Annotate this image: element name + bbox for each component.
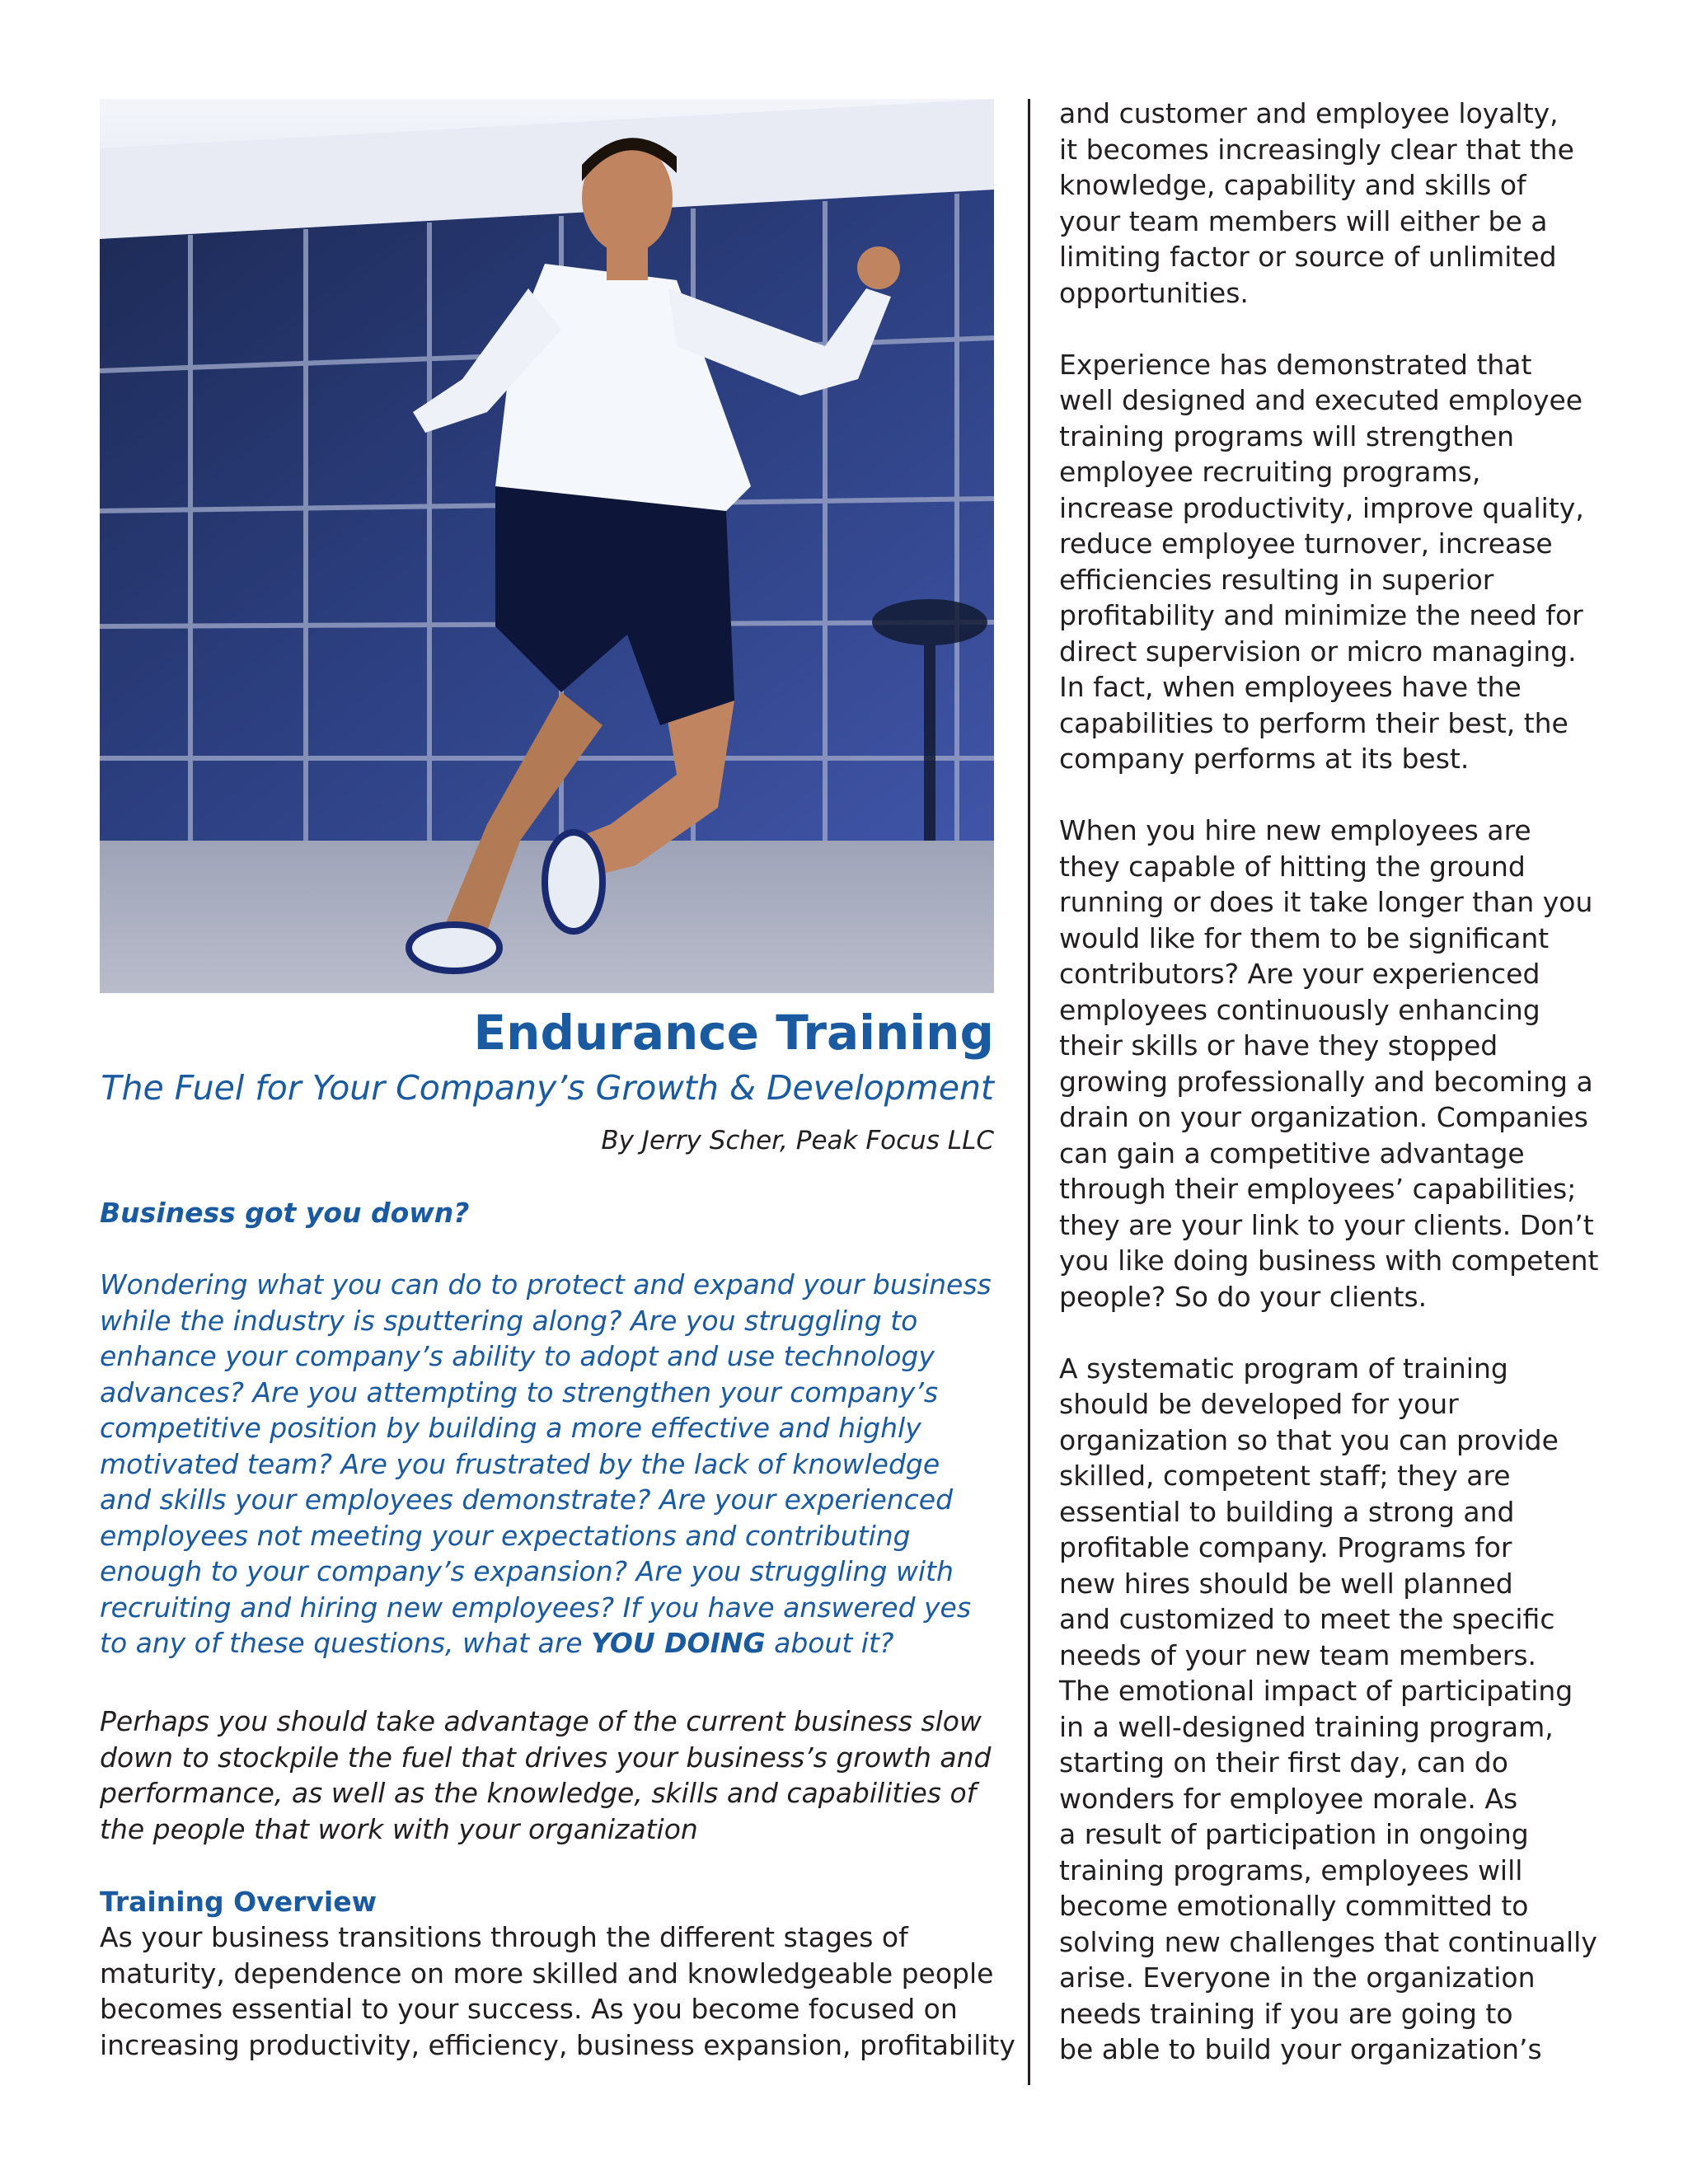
right-line: capabilities to perform their best, the <box>1059 706 1568 739</box>
overview-paragraph <box>100 1919 1015 2063</box>
right-line: through their employees’ capabilities; <box>1059 1173 1577 1205</box>
perhaps-line: performance, as well as the knowledge, skills and capabilities of <box>100 1777 977 1809</box>
right-line: company performs at its best. <box>1059 743 1470 775</box>
overview-line: maturity, dependence on more skilled and knowledgeable people <box>100 1957 994 1990</box>
right-line: Experience has demonstrated that <box>1059 348 1532 381</box>
overview-line: As your business transitions through the different stages of <box>100 1921 908 1953</box>
right-line: needs of your new team members. <box>1059 1638 1537 1671</box>
right-line: training programs, employees will <box>1059 1854 1523 1886</box>
overview-line: increasing productivity, efficiency, business expansion, profitability <box>100 2028 1015 2061</box>
right-paragraph-4 <box>1059 1351 1620 2068</box>
right-line: new hires should be well planned <box>1059 1567 1513 1600</box>
lead-last-line-after: about it? <box>765 1627 894 1659</box>
article-byline: By Jerry Scher, Peak Focus LLC <box>601 1126 994 1155</box>
right-line: A systematic program of training <box>1059 1352 1508 1385</box>
article-subtitle: The Fuel for Your Company’s Growth & Development <box>101 1068 994 1108</box>
lead-last-line-before: to any of these questions, what are <box>100 1627 592 1659</box>
right-paragraph-3 <box>1059 813 1620 1315</box>
lead-line: motivated team? Are you frustrated by the lack of knowledge <box>100 1447 940 1480</box>
lead-emphasis: YOU DOING <box>591 1627 766 1659</box>
article-title: Endurance Training <box>473 1005 994 1061</box>
lead-line: while the industry is sputtering along? Are you struggling to <box>100 1304 918 1337</box>
right-line: can gain a competitive advantage <box>1059 1137 1525 1169</box>
right-line: and customer and employee loyalty, <box>1059 97 1559 129</box>
right-line: limiting factor or source of unlimited <box>1059 241 1557 273</box>
right-line: your team members will either be a <box>1059 204 1548 237</box>
lead-heading: Business got you down? <box>100 1197 470 1229</box>
right-line: become emotionally committed to <box>1059 1890 1529 1922</box>
column-divider <box>1028 99 1030 2085</box>
lead-line: and skills your employees demonstrate? Are your experienced <box>100 1483 954 1516</box>
lead-last-line <box>100 1625 994 1661</box>
right-line: training programs will strengthen <box>1059 419 1515 452</box>
right-line: direct supervision or micro managing. <box>1059 635 1577 668</box>
running-man-photo-icon <box>100 99 994 993</box>
right-line: arise. Everyone in the organization <box>1059 1961 1536 1994</box>
right-line: essential to building a strong and <box>1059 1495 1515 1528</box>
right-line: skilled, competent staff; they are <box>1059 1460 1511 1492</box>
right-line: opportunities. <box>1059 276 1249 309</box>
lead-line: recruiting and hiring new employees? If you have answered yes <box>100 1591 972 1624</box>
right-line: efficiencies resulting in superior <box>1059 563 1494 596</box>
right-line: profitability and minimize the need for <box>1059 599 1583 631</box>
right-line: would like for them to be significant <box>1059 921 1550 954</box>
right-line: they capable of hitting the ground <box>1059 850 1526 883</box>
right-line: running or does it take longer than you <box>1059 886 1593 918</box>
right-line: in a well-designed training program, <box>1059 1710 1554 1743</box>
right-line: knowledge, capability and skills of <box>1059 169 1526 201</box>
right-line: reduce employee turnover, increase <box>1059 527 1553 560</box>
right-line: When you hire new employees are <box>1059 814 1531 846</box>
perhaps-paragraph <box>100 1704 994 1847</box>
right-line: well designed and executed employee <box>1059 384 1583 416</box>
right-line: their skills or have they stopped <box>1059 1029 1498 1062</box>
right-line: people? So do your clients. <box>1059 1280 1428 1313</box>
right-line: employees continuously enhancing <box>1059 993 1540 1026</box>
right-line: In fact, when employees have the <box>1059 671 1522 703</box>
right-line: contributors? Are your experienced <box>1059 958 1540 990</box>
right-line: growing professionally and becoming a <box>1059 1065 1593 1098</box>
right-line: solving new challenges that continually <box>1059 1925 1597 1958</box>
overview-heading: Training Overview <box>100 1886 377 1918</box>
perhaps-line: down to stockpile the fuel that drives your business’s growth and <box>100 1741 992 1774</box>
right-paragraph-1 <box>1059 96 1620 311</box>
lead-line: enhance your company’s ability to adopt and use technology <box>100 1340 935 1372</box>
lead-line: employees not meeting your expectations and contributing <box>100 1519 911 1552</box>
right-line: and customized to meet the specific <box>1059 1603 1555 1635</box>
overview-line: becomes essential to your success. As you become focused on <box>100 1993 958 2025</box>
right-column <box>1059 96 1620 2068</box>
right-line: should be developed for your <box>1059 1388 1459 1420</box>
right-line: it becomes increasingly clear that the <box>1059 133 1574 166</box>
lead-line: competitive position by building a more effective and highly <box>100 1412 921 1444</box>
right-line: starting on their first day, can do <box>1059 1746 1508 1779</box>
right-line: wonders for employee morale. As <box>1059 1782 1518 1815</box>
right-line: they are your link to your clients. Don’t <box>1059 1208 1594 1241</box>
lead-line: advances? Are you attempting to strengthen your company’s <box>100 1376 939 1408</box>
right-line: be able to build your organization’s <box>1059 2033 1542 2065</box>
right-line: you like doing business with competent <box>1059 1244 1599 1277</box>
right-line: employee recruiting programs, <box>1059 456 1481 488</box>
perhaps-line: Perhaps you should take advantage of the current business slow <box>100 1705 982 1737</box>
right-line: organization so that you can provide <box>1059 1423 1559 1456</box>
right-line: profitable company. Programs for <box>1059 1531 1512 1563</box>
lead-line: enough to your company’s expansion? Are you struggling with <box>100 1555 954 1587</box>
right-paragraph-2 <box>1059 347 1620 777</box>
right-line: The emotional impact of participating <box>1059 1675 1573 1707</box>
lead-paragraph <box>100 1267 994 1661</box>
perhaps-line: the people that work with your organization <box>100 1812 698 1845</box>
article-photo <box>100 99 994 993</box>
right-line: drain on your organization. Companies <box>1059 1101 1588 1133</box>
right-line: needs training if you are going to <box>1059 1997 1513 2030</box>
right-line: a result of participation in ongoing <box>1059 1818 1529 1850</box>
right-line: increase productivity, improve quality, <box>1059 491 1584 524</box>
lead-line: Wondering what you can do to protect and expand your business <box>100 1268 992 1301</box>
